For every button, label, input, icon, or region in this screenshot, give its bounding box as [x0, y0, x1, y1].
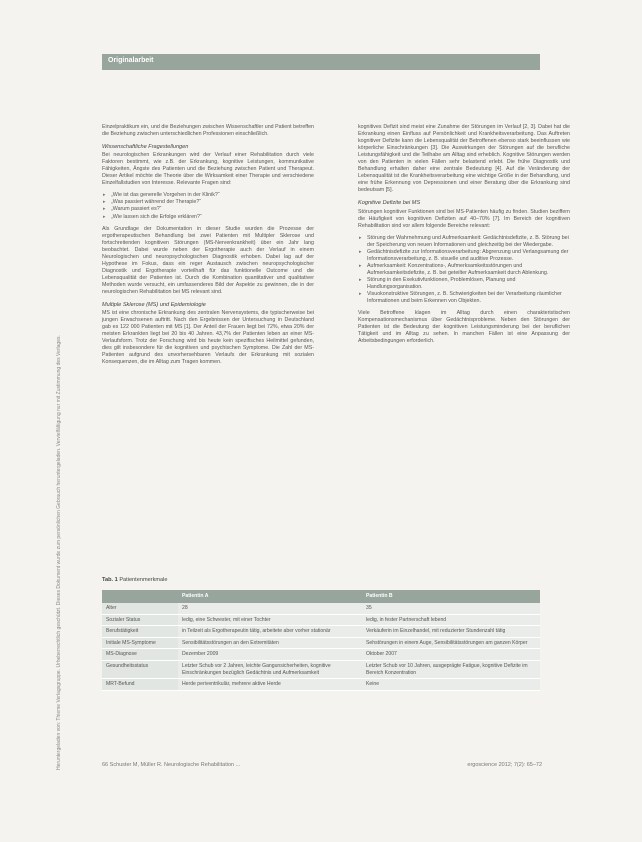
- table-row: [102, 626, 540, 638]
- column-header: Patientin A: [178, 590, 362, 603]
- list-item: ▸ „Warum passiert es?“: [102, 206, 314, 213]
- section-header-bar: [102, 54, 540, 70]
- table-cell: Dezember 2009: [178, 649, 362, 661]
- table-cell: Berufstätigkeit: [102, 626, 178, 638]
- table-cell: Verkäuferin im Einzelhandel, mit reduzierter Stundenzahl tätig: [362, 626, 540, 638]
- table-cell: Letzter Schub vor 10 Jahren, ausgeprägte Fatigue, kognitive Defizite im Bereich Konzentration: [362, 660, 540, 678]
- table-row: [102, 637, 540, 649]
- list-item: ▸ Gedächtnisdefizite zur Informationsverarbeitung: Abgrenzung und Verlangsamung der Informationsverarbeitung, z. B. visuelle und auditive Prozesse.: [358, 249, 570, 263]
- left-column: [102, 124, 314, 371]
- table-header-row: [102, 590, 540, 603]
- table-cell: Gesundheitsstatus: [102, 660, 178, 678]
- table-caption-label: Tab. 1: [102, 577, 118, 583]
- footer-journal: ergoscience 2012; 7(2): 65–72: [467, 762, 542, 768]
- table-caption-text: Patientenmerkmale: [119, 577, 168, 583]
- paragraph: MS ist eine chronische Erkrankung des zentralen Nervensystems, die typischerweise bei jungen Erwachsenen auftritt. Nach den Ergebnissen der Untersuchung in Deutschland gab es 122 000 Patienten mit MS [1]. Der Anteil der Frauen liegt bei 72%, etwa 20% der meisten Erkrankten liegt bei 20 bis 40 Jahren. 43,7% der Patienten leben an einer MS-Verlaufsform. Trotz der Forschung wird bis heute kein spezifisches Heilmittel gefunden, dies gilt insbesondere für die kognitiven und psychischen Symptome. Die Zahl der MS-Patienten aufgrund des unvorhersehbaren Verlaufs der Erkrankung mit sozialen Konsequenzen, die im Alltag zum Tragen kommen.: [102, 310, 314, 366]
- paragraph: Störungen kognitiver Funktionen sind bei MS-Patienten häufig zu finden. Studien beziffern die Häufigkeit von kognitiven Defiziten auf 40–70% [7]. Im Bereich der kognitiven Rehabilitation sind vor allem folgende Bereiche relevant:: [358, 208, 570, 229]
- table-cell: ledig, eine Schwester, mit einer Tochter: [178, 614, 362, 626]
- column-header: [102, 590, 178, 603]
- subheading: Multiple Sklerose (MS) und Epidemiologie: [102, 302, 206, 309]
- table-cell: in Teilzeit als Ergotherapeutin tätig, arbeitete aber vorher stationär: [178, 626, 362, 638]
- section-label: Originalarbeit: [108, 57, 154, 64]
- table-row: [102, 614, 540, 626]
- table-cell: Sehstörungen in einem Auge, Sensibilitätsstörungen am ganzen Körper: [362, 637, 540, 649]
- paragraph: Viele Betroffene klagen im Alltag durch einen charakteristischen Kompensationsmechanismus über Gedächtnisprobleme. Neben den Störungen der Patienten ist die Bedeutung der kognitiven Leistungsminderung bei der beruflichen Tätigkeit und im Alltag zu sehen. In manchen Fällen ist eine Anpassung der Arbeitsbedingungen erforderlich.: [358, 310, 570, 345]
- list-item: ▸ Aufmerksamkeit: Konzentrations-, Aufmerksamkeitsstörungen und Aufmerksamkeitsdefizite, z. B. bei geteilter Aufmerksamkeit durch Ablenkung.: [358, 263, 570, 277]
- table-row: [102, 603, 540, 614]
- table-cell: Oktober 2007: [362, 649, 540, 661]
- table-cell: Sensibilitätsstörungen an den Extremitäten: [178, 637, 362, 649]
- table-cell: Sozialer Status: [102, 614, 178, 626]
- paragraph: Bei neurologischen Erkrankungen wird der Verlauf einer Rehabilitation durch viele Faktoren bestimmt, wie z.B. der Erkrankung, kognitive Leistungen, kommunikative Fähigkeiten, Ängste des Patienten und die Beziehung zwischen Patient und Therapeut. Dieser Artikel möchte die Theorie über die Wirksamkeit einer Therapie und verschiedene Einzelfallstudien von Interesse. Relevante Fragen sind:: [102, 152, 314, 187]
- footer-citation: 66 Schuster M, Müller R. Neurologische Rehabilitation ...: [102, 762, 241, 768]
- list-item: ▸ „Was passiert während der Therapie?“: [102, 199, 314, 206]
- paragraph: Einzelpraktikum ein, und die Beziehungen zwischen Wissenschaftler und Patient betreffen die Beziehung zwischen unterschiedlichen Professionen einschließlich.: [102, 124, 314, 138]
- column-header: Patientin B: [362, 590, 540, 603]
- table-cell: Herde periventrikulär, mehrere aktive Herde: [178, 679, 362, 691]
- table-cell: MS-Diagnose: [102, 649, 178, 661]
- table-cell: MRT-Befund: [102, 679, 178, 691]
- table-cell: ledig, in fester Partnerschaft lebend: [362, 614, 540, 626]
- copyright-sidenote: [56, 70, 68, 770]
- table-row: [102, 660, 540, 678]
- table-cell: Letzter Schub vor 2 Jahren, leichte Gangunsicherheiten, kognitive Einschränkungen bezüglich Gedächtnis und Aufmerksamkeit: [178, 660, 362, 678]
- table-cell: 28: [178, 603, 362, 614]
- sidenote-text: Heruntergeladen von: Thieme Verlagsgruppe. Urheberrechtlich geschützt. Dieses Dokument wurde zum persönlichen Gebrauch heruntergeladen. Vervielfältigung nur mit Zustimmung des Verlages.: [56, 335, 62, 770]
- table-cell: Initiale MS-Symptome: [102, 637, 178, 649]
- list-item: ▸ „Wie ist das generelle Vorgehen in der Klinik?“: [102, 192, 314, 199]
- bullet-list: [358, 235, 570, 305]
- right-column: [358, 124, 570, 350]
- table-row: [102, 679, 540, 691]
- table-cell: Keine: [362, 679, 540, 691]
- paragraph: Als Grundlage der Dokumentation in dieser Studie wurden die Prozesse der ergotherapeutischen Behandlung bei zwei Patienten mit Multipler Sklerose und fortschreitenden kognitiven Störungen (MS-Nervenkrankheit) über ein Jahr lang beobachtet. Dabei wurde neben der Ergotherapie auch der Verlauf in einem Neurologischen und neuropsychologischen Diagnostik erhoben. Dabei lag auf der Hypothese im Fokus, dass ein reger Austausch zwischen neuropsychologischer Diagnostik und Ergotherapie vorteilhaft für das funktionelle Outcome und die Lebensqualität der Patienten ist. Durch die Kombination quantitativer und qualitativer Methoden wurde versucht, ein umfassenderes Bild der Aspekte zu gewinnen, die in der neurologischen Rehabilitation bei MS relevant sind.: [102, 225, 314, 295]
- patient-table: [102, 590, 540, 691]
- table-caption: [102, 577, 168, 583]
- list-item: ▸ „Wie lassen sich die Erfolge erklären?“: [102, 214, 314, 221]
- table-cell: 35: [362, 603, 540, 614]
- table-cell: Alter: [102, 603, 178, 614]
- bullet-list: [102, 192, 314, 220]
- table-row: [102, 649, 540, 661]
- paragraph: kognitives Defizit sind meist eine Zunahme der Störungen im Verlauf [2, 3]. Dabei hat die Erkrankung einen Einfluss auf Persönlichkeit und Krankheitsverarbeitung. Das Auftreten kognitiver Defizite kann die Lebensqualität der Betroffenen ebenso stark beeinflussen wie körperliche Einschränkungen [3]. Die Auswirkungen der Störungen auf die berufliche Leistungsfähigkeit und die Teilhabe am Alltag sind erheblich. Kognitive Störungen werden von den Patienten in vielen Fällen sehr belastend erlebt. Die frühe Diagnostik und Behandlung erhalten daher eine zentrale Bedeutung [4]. Auf die Veränderung der Lebensqualität ist die Krankheitsverarbeitung eine wichtige Größe in der Behandlung, und eine frühe Erkennung von Depressionen und einer Beratung über die Erkrankung sind bedeutsam [5].: [358, 124, 570, 194]
- list-item: ▸ Störung in den Exekutivfunktionen, Problemlösen, Planung und Handlungsorganisation.: [358, 277, 570, 291]
- list-item: ▸ Störung der Wahrnehmung und Aufmerksamkeit: Gedächtnisdefizite, z. B. Störung bei der Speicherung von neuen Informationen und gleichzeitig bei der Wiedergabe.: [358, 235, 570, 249]
- list-item: ▸ Visuokonstruktive Störungen, z. B. Schwierigkeiten bei der Verarbeitung räumlicher Informationen und beim Erkennen von Objekten.: [358, 291, 570, 305]
- subheading: Kognitive Defizite bei MS: [358, 200, 421, 207]
- subheading: Wissenschaftliche Fragestellungen: [102, 144, 189, 151]
